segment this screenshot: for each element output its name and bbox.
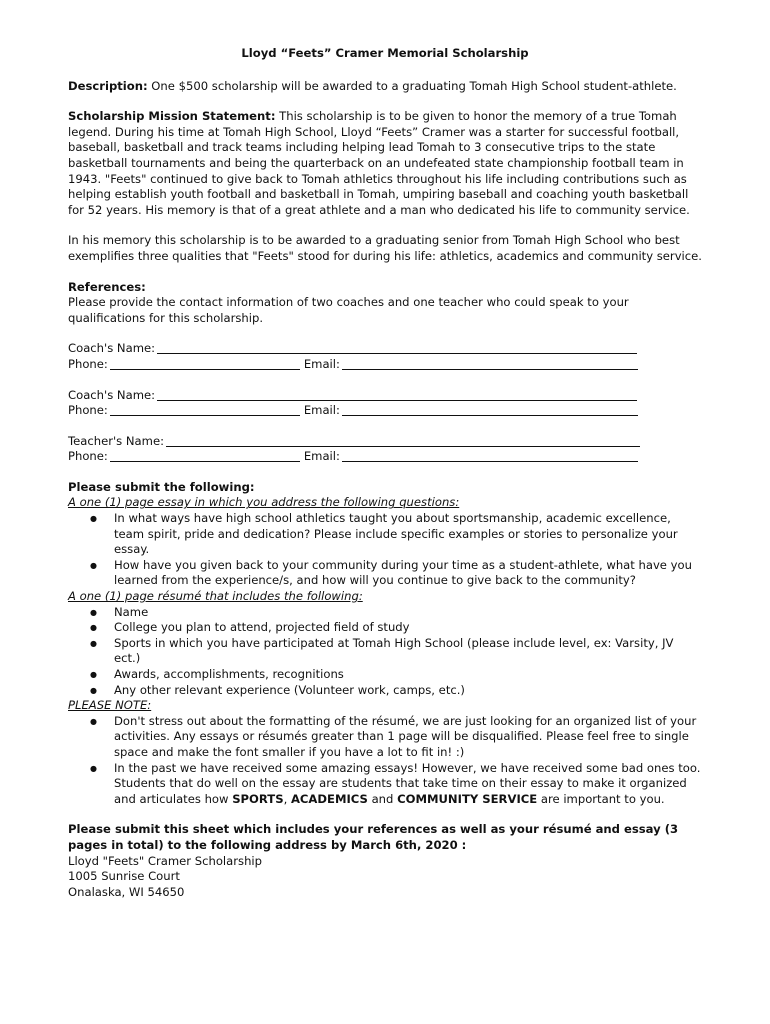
- mission-paragraph: [68, 109, 702, 218]
- mission-text: This scholarship is to be given to honor the memory of a true Tomah legend. During his time at Tomah High School, Lloyd “Feets” Cramer was a starter for successful football, baseball, basketball and track teams including helping lead Tomah to 3 consecutive trips to the state basketball tournaments and being the quarterback on an undefeated state championship football team in 1943. "Feets" continued to give back to Tomah athletics throughout his life including contributions such as helping establish youth football and basketball in Tomah, umpiring baseball and coaching youth basketball for 52 years. His memory is that of a great athlete and a man who dedicated his life to community service.: [68, 109, 690, 217]
- description-text: One $500 scholarship will be awarded to a graduating Tomah High School student-athlete.: [147, 78, 677, 93]
- note-list: [68, 714, 702, 808]
- references-text: Please provide the contact information of two coaches and one teacher who could speak to your qualifications for this scholarship.: [68, 295, 629, 325]
- list-item: ● Name: [114, 605, 702, 621]
- references-section: [68, 280, 702, 327]
- list-item: ● College you plan to attend, projected field of study: [114, 620, 702, 636]
- teacher-name-line: [68, 434, 702, 450]
- list-item: ● How have you given back to your community during your time as a student-athlete, what have you learned from the experience/s, and how will you continue to give back to the community?: [114, 558, 702, 589]
- note-2-text: In the past we have received some amazing essays! However, we have received some bad ones too. Students that do well on the essay are students that take time on their essay to make it organized and articulates how: [114, 760, 701, 806]
- resume-item-list: [68, 605, 702, 699]
- coach-1-phone-label: Phone:: [68, 356, 108, 371]
- coach-2-phone-field[interactable]: [110, 403, 300, 416]
- note-2-end: are important to you.: [537, 791, 665, 806]
- emphasis-sports: SPORTS: [232, 791, 284, 806]
- address-line-2: 1005 Sunrise Court: [68, 869, 180, 884]
- list-item: ● In what ways have high school athletics taught you about sportsmanship, academic excellence, team spirit, pride and dedication? Please include specific examples or stories to personalize your essay.: [114, 511, 702, 558]
- submission-instructions: [68, 822, 702, 900]
- description-label: Description:: [68, 78, 148, 93]
- resume-label: A one (1) page résumé that includes the following:: [68, 589, 363, 604]
- coach-2-email-label: Email:: [303, 403, 340, 418]
- address-line-1: Lloyd "Feets" Cramer Scholarship: [68, 853, 262, 868]
- submission-instruction-text: Please submit this sheet which includes your references as well as your résumé and essay (3 pages in total) to the following address by March 6th, 2020 :: [68, 822, 679, 852]
- submit-section: [68, 480, 702, 807]
- page-title: Lloyd “Feets” Cramer Memorial Scholarship: [241, 46, 529, 60]
- coach-1-name-line: [68, 341, 702, 357]
- teacher-phone-label: Phone:: [68, 449, 108, 464]
- essay-question-list: [68, 511, 702, 589]
- list-item: ● Any other relevant experience (Volunteer work, camps, etc.): [114, 683, 702, 699]
- coach-2-contact-line: [68, 403, 702, 419]
- teacher-email-field[interactable]: [342, 449, 638, 462]
- mission-label: Scholarship Mission Statement:: [68, 109, 276, 124]
- note-2-and: and: [367, 791, 398, 806]
- teacher-phone-field[interactable]: [110, 449, 300, 462]
- submit-heading: Please submit the following:: [68, 479, 255, 494]
- emphasis-community-service: COMMUNITY SERVICE: [397, 791, 538, 806]
- coach-1-phone-field[interactable]: [110, 357, 300, 370]
- memory-paragraph: In his memory this scholarship is to be awarded to a graduating senior from Tomah High School who best exemplifies three qualities that "Feets" stood for during his life: athletics, academics and community service.: [68, 233, 702, 263]
- description-paragraph: [68, 79, 702, 95]
- teacher-name-field[interactable]: [166, 434, 640, 447]
- coach-2-reference: [68, 388, 702, 419]
- teacher-reference: [68, 434, 702, 465]
- coach-2-name-line: [68, 388, 702, 404]
- teacher-contact-line: [68, 449, 702, 465]
- address-line-3: Onalaska, WI 54650: [68, 884, 185, 899]
- list-item: ● Awards, accomplishments, recognitions: [114, 667, 702, 683]
- note-2-comma: ,: [283, 791, 291, 806]
- coach-1-name-field[interactable]: [157, 341, 637, 354]
- coach-2-name-field[interactable]: [157, 388, 637, 401]
- essay-label: A one (1) page essay in which you address the following questions:: [68, 495, 460, 510]
- emphasis-academics: ACADEMICS: [290, 791, 368, 806]
- list-item: [114, 761, 702, 808]
- coach-1-reference: [68, 341, 702, 372]
- coach-1-contact-line: [68, 357, 702, 373]
- list-item: ● Don't stress out about the formatting of the résumé, we are just looking for an organized list of your activities. Any essays or résumés greater than 1 page will be disqualified. Please feel free to single space and make the font smaller if you have a lot to fit in! :): [114, 714, 702, 761]
- list-item: ● Sports in which you have participated at Tomah High School (please include level, ex: Varsity, JV ect.): [114, 636, 702, 667]
- coach-1-email-field[interactable]: [342, 357, 638, 370]
- note-label: PLEASE NOTE:: [68, 698, 152, 713]
- coach-2-phone-label: Phone:: [68, 403, 108, 418]
- coach-1-email-label: Email:: [303, 356, 340, 371]
- coach-1-name-label: Coach's Name:: [68, 341, 156, 356]
- teacher-name-label: Teacher's Name:: [68, 433, 164, 448]
- references-heading: References:: [68, 279, 146, 294]
- coach-2-email-field[interactable]: [342, 403, 638, 416]
- teacher-email-label: Email:: [303, 449, 340, 464]
- coach-2-name-label: Coach's Name:: [68, 387, 156, 402]
